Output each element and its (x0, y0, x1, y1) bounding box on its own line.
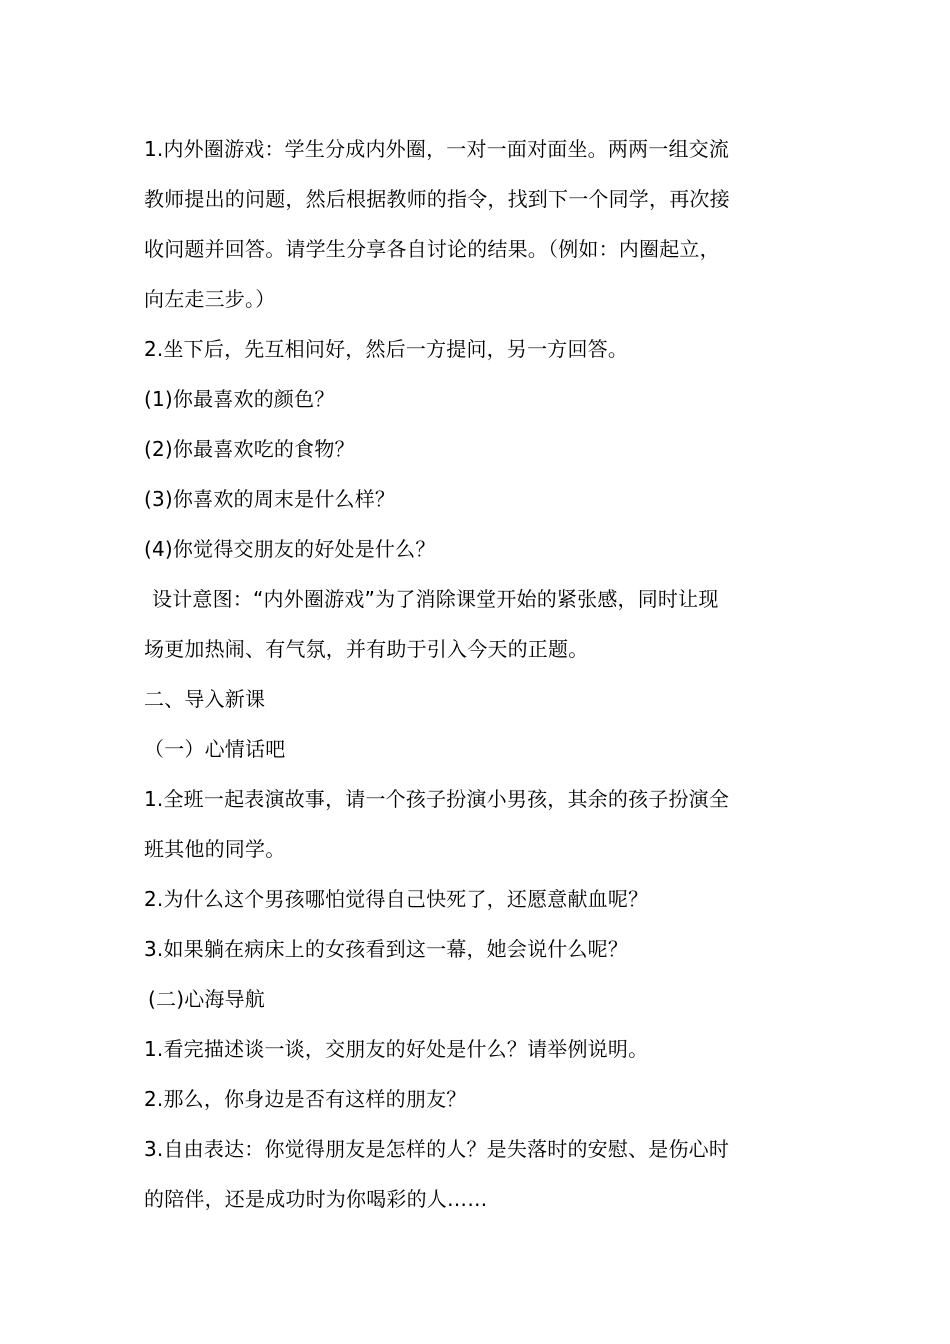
paragraph-line: 1.全班一起表演故事，请一个孩子扮演小男孩，其余的孩子扮演全 (144, 787, 730, 811)
paragraph-line: 教师提出的问题，然后根据教师的指令，找到下一个同学，再次接 (144, 187, 730, 211)
paragraph-line: 班其他的同学。 (144, 837, 286, 861)
paragraph-line: 1.看完描述谈一谈，交朋友的好处是什么？请举例说明。 (144, 1037, 649, 1061)
paragraph-line: 3.自由表达：你觉得朋友是怎样的人？是失落时的安慰、是伤心时 (144, 1137, 730, 1161)
paragraph-line: 收问题并回答。请学生分享各自讨论的结果。（例如：内圈起立， (144, 237, 720, 261)
paragraph-line: 2.坐下后，先互相问好，然后一方提问，另一方回答。 (144, 337, 629, 361)
paragraph-line: 2.为什么这个男孩哪怕觉得自己快死了，还愿意献血呢？ (144, 887, 649, 911)
paragraph-line: 3.如果躺在病床上的女孩看到这一幕，她会说什么呢？ (144, 937, 629, 961)
subsection-heading: (二)心海导航 (148, 987, 266, 1011)
subsection-heading: （一）心情话吧 (144, 737, 286, 761)
question-item: (1)你最喜欢的颜色？ (144, 387, 335, 411)
question-item: (4)你觉得交朋友的好处是什么？ (144, 537, 436, 561)
document-body (144, 124, 814, 1224)
paragraph-line: 向左走三步。） (144, 287, 276, 311)
question-item: (2)你最喜欢吃的食物？ (144, 437, 355, 461)
paragraph-line: 1.内外圈游戏：学生分成内外圈，一对一面对面坐。两两一组交流 (144, 137, 730, 161)
question-item: (3)你喜欢的周末是什么样？ (144, 487, 396, 511)
design-intent-line: 设计意图：“内外圈游戏”为了消除课堂开始的紧张感，同时让现 (152, 587, 719, 611)
paragraph-line: 的陪伴，还是成功时为你喝彩的人…… (144, 1187, 488, 1211)
paragraph-line: 场更加热闹、有气氛，并有助于引入今天的正题。 (144, 637, 589, 661)
paragraph-line: 2.那么，你身边是否有这样的朋友？ (144, 1087, 467, 1111)
section-heading: 二、导入新课 (144, 687, 266, 711)
